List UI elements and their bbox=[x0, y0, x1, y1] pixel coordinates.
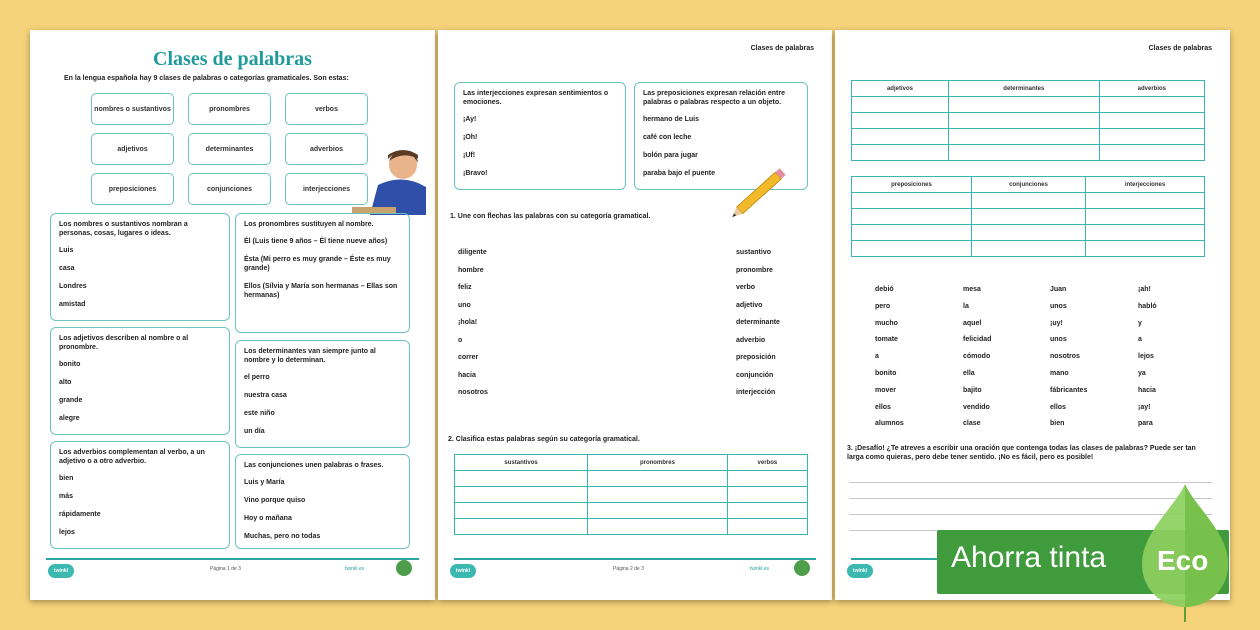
footer-line bbox=[46, 558, 419, 560]
word-box: adjetivos bbox=[91, 133, 174, 165]
table-header: conjunciones bbox=[971, 177, 1085, 193]
list-item: hombre bbox=[458, 266, 484, 274]
boy-illustration bbox=[348, 145, 428, 215]
table-row bbox=[852, 209, 1205, 225]
list-item: verbo bbox=[736, 284, 756, 291]
info-box-nouns: Los nombres o sustantivos nombran a personas, cosas, lugares o ideas. Luis casa Londres amistad bbox=[50, 213, 230, 321]
info-box-conjunctions: Las conjunciones unen palabras o frases. Luis y María Vino porque quiso Hoy o mañana Muchas, pero no todas bbox=[235, 454, 410, 549]
eco-word: Eco bbox=[1157, 545, 1209, 576]
classification-table-2 bbox=[851, 176, 1205, 257]
word-box: nombres o sustantivos bbox=[91, 93, 174, 125]
word-box: conjunciones bbox=[188, 173, 271, 205]
list-item: determinante bbox=[736, 319, 780, 326]
list-item: hacia bbox=[458, 371, 476, 379]
word-column: ¡ah! habló y a lejos ya hacia ¡ay! para bbox=[1138, 286, 1157, 428]
word-box: pronombres bbox=[188, 93, 271, 125]
left-word-list bbox=[458, 244, 488, 402]
list-item: uno bbox=[458, 301, 471, 309]
question-3: 3. ¡Desafío! ¿Te atreves a escribir una oración que contenga todas las clases de palabras? Puede ser tan larga como quieras, pero debe tener sentido. ¡No es fácil, pero es posible! bbox=[847, 445, 1196, 461]
twinkl-logo: twinkl bbox=[450, 564, 476, 578]
info-box-adjectives: Los adjetivos describen al nombre o al pronombre. bonito alto grande alegre bbox=[50, 327, 230, 435]
question-1: 1. Une con flechas las palabras con su categoría gramatical. bbox=[450, 213, 651, 220]
list-item: conjunción bbox=[736, 371, 774, 379]
table-row bbox=[852, 129, 1205, 145]
classification-table-1 bbox=[851, 80, 1205, 161]
table-header: preposiciones bbox=[852, 177, 972, 193]
page-title: Clases de palabras bbox=[153, 48, 312, 70]
list-item: preposición bbox=[736, 354, 776, 361]
info-box-interjections: Las interjecciones expresan sentimientos o emociones. ¡Ay! ¡Oh! ¡Uf! ¡Bravo! bbox=[454, 82, 626, 190]
table-row bbox=[455, 471, 808, 487]
list-item: adjetivo bbox=[736, 301, 763, 309]
footer-line bbox=[454, 558, 816, 560]
page-number: Página 2 de 3 bbox=[613, 566, 644, 572]
list-item: correr bbox=[458, 354, 479, 361]
table-row bbox=[852, 225, 1205, 241]
footer-site: twinkl.es bbox=[750, 566, 770, 572]
table-header: sustantivos bbox=[455, 455, 588, 471]
table-row bbox=[852, 97, 1205, 113]
table-header: interjecciones bbox=[1086, 177, 1205, 193]
right-word-list bbox=[736, 244, 780, 402]
badge-icon bbox=[396, 560, 412, 576]
list-item: sustantivo bbox=[736, 249, 772, 256]
list-item: feliz bbox=[458, 284, 472, 291]
table-row bbox=[455, 519, 808, 535]
intro-text: En la lengua española hay 9 clases de palabras o categorías gramaticales. Son estas: bbox=[64, 75, 349, 82]
list-item: diligente bbox=[458, 249, 487, 256]
badge-icon bbox=[794, 560, 810, 576]
table-header: adverbios bbox=[1099, 81, 1204, 97]
table-header: pronombres bbox=[588, 455, 728, 471]
list-item: interjección bbox=[736, 389, 776, 396]
page-number: Página 1 de 3 bbox=[210, 566, 241, 572]
table-row bbox=[455, 503, 808, 519]
info-box-determiners: Los determinantes van siempre junto al nombre y lo determinan. el perro nuestra casa este niño un día bbox=[235, 340, 410, 448]
list-item: pronombre bbox=[736, 266, 773, 274]
footer-site: twinkl.es bbox=[345, 566, 365, 572]
info-box-prepositions: Las preposiciones expresan relación entre palabras o palabras respecto a un objeto. hermano de Luis café con leche bolón para jugar paraba bajo el puente bbox=[634, 82, 808, 190]
word-box: preposiciones bbox=[91, 173, 174, 205]
info-box-pronouns: Los pronombres sustituyen al nombre. Él (Luis tiene 9 años – Él tiene nueve años) Ésta (Mi perro es muy grande – Éste es muy grande) Ellos (Sílvia y María son hermanas – Ellas son hermanas) bbox=[235, 213, 410, 333]
twinkl-logo: twinkl bbox=[847, 564, 873, 578]
worksheet-page-2 bbox=[438, 30, 832, 600]
worksheet-page-1 bbox=[30, 30, 435, 600]
word-column: Juan unos ¡uy! unos nosotros mano fábricantes ellos bien bbox=[1050, 286, 1088, 428]
table-row bbox=[852, 113, 1205, 129]
table-header: verbos bbox=[727, 455, 807, 471]
table-header: adjetivos bbox=[852, 81, 949, 97]
twinkl-logo: twinkl bbox=[48, 564, 74, 578]
word-box: interjecciones bbox=[285, 173, 368, 205]
word-column: mesa la aquel felicidad cómodo ella bajito vendido clase bbox=[963, 286, 992, 428]
word-column: debió pero mucho tomate a bonito mover ellos alumnos bbox=[875, 286, 904, 428]
word-box: verbos bbox=[285, 93, 368, 125]
table-header: determinantes bbox=[948, 81, 1099, 97]
list-item: adverbio bbox=[736, 336, 766, 344]
classification-table bbox=[454, 454, 808, 535]
list-item: ¡hola! bbox=[458, 319, 478, 326]
info-box-adverbs: Los adverbios complementan al verbo, a un adjetivo o a otro adverbio. bien más rápidamente lejos bbox=[50, 441, 230, 549]
page-header: Clases de palabras bbox=[1148, 45, 1212, 52]
table-row bbox=[852, 193, 1205, 209]
pencil-illustration bbox=[728, 158, 798, 223]
word-box: adverbios bbox=[285, 133, 368, 165]
list-item: nosotros bbox=[458, 389, 488, 396]
page-header: Clases de palabras bbox=[750, 45, 814, 52]
eco-label: Ahorra tinta bbox=[951, 541, 1107, 574]
word-box: determinantes bbox=[188, 133, 271, 165]
table-row bbox=[852, 241, 1205, 257]
table-row bbox=[852, 145, 1205, 161]
question-2: 2. Clasifica estas palabras según su categoría gramatical. bbox=[448, 436, 640, 443]
table-row bbox=[455, 487, 808, 503]
list-item: o bbox=[458, 336, 463, 344]
